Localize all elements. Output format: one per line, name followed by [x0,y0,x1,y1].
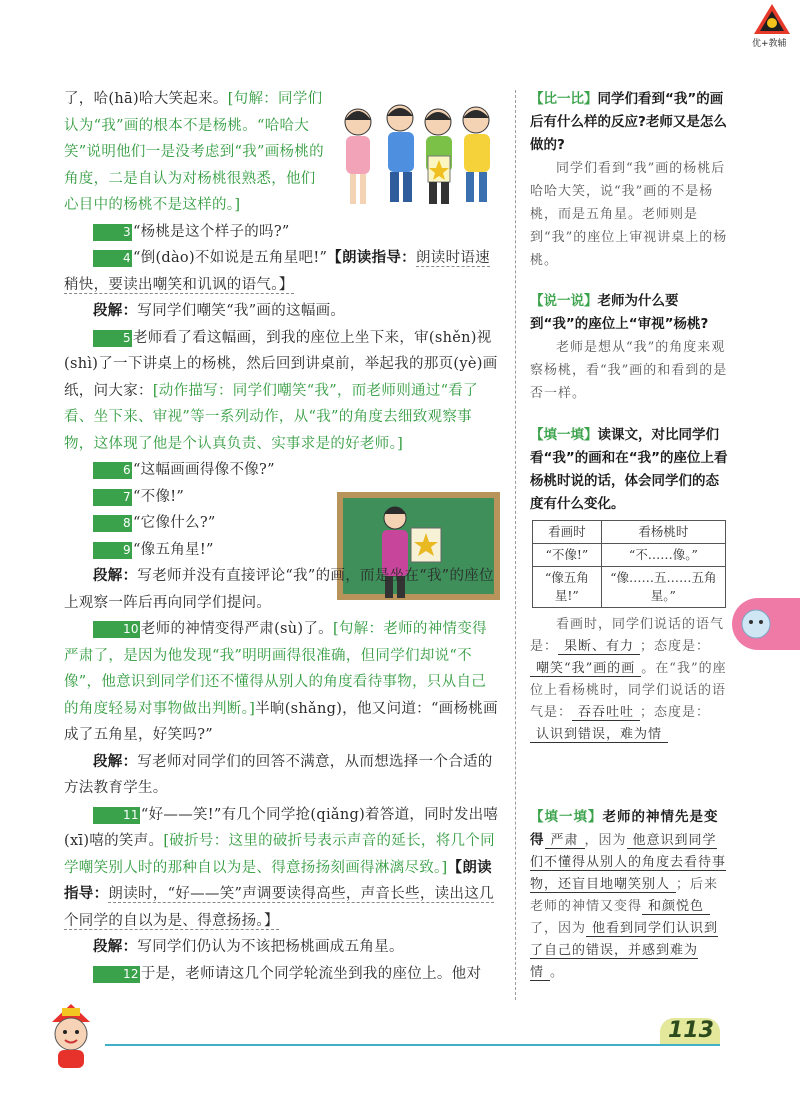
reading-guide-label: 【朗读指导： [64,858,492,902]
answer-text: 了，因为 [530,921,587,936]
paragraph-number: 7 [93,489,132,506]
publisher-logo [752,2,792,36]
segment-summary-label: 段解： [93,567,138,584]
blank-answer: 和颜悦色 [642,899,710,915]
answer-text: 。 [550,965,565,980]
paragraph-number: 3 [93,224,132,241]
answer-text: ；态度是： [640,705,711,720]
question-tag: 【说一说】 [530,293,598,309]
table-header: 看杨桃时 [601,521,725,544]
logo-text: 优+教辅 [752,39,787,49]
table-cell: “不像!” [533,544,602,567]
dialogue-line: “这幅画画得像不像?” [132,462,275,478]
question-tag: 【填一填】 [530,427,598,443]
question-text: 读课文，对比同学们看“我”的画和在“我”的座位上看杨桃时说的话，体会同学们的态度有什么变化。 [530,427,728,512]
paragraph-number: 6 [93,462,132,479]
segment-summary-label: 段解： [93,752,138,770]
sentence-analysis-note: [句解：老师的神情变得严肃了，是因为他发现“我”明明画得很准确，但同学们却说“不像”，他意识到同学们还不懂得从别人的角度看待事物，只从自己的角度轻易对事物做出判断。] [64,621,487,717]
reading-guide-note: 朗读时，“好——笑”声调要读得高些，声音长些，读出这几个同学的自以为是、得意扬扬。】 [64,886,494,929]
fill-in-answer [530,614,730,746]
mascot-character [38,1000,104,1070]
blank-answer: 他看到同学们认识到了自己的错误，并感到难为情 [530,921,719,980]
answer-text: 看画时，同学们说话的语气是： [530,617,725,654]
paragraph-number: 4 [93,250,132,267]
comparison-table [532,520,726,608]
dialogue-line: “像五角星!” [132,541,214,558]
question-text: 老师为什么要到“我”的座位上“审视”杨桃? [530,293,709,332]
fill-in-question-box-2 [530,806,730,984]
paragraph-number: 9 [93,542,132,559]
segment-summary-label: 段解： [93,302,138,319]
table-header: 看画时 [533,521,602,544]
blank-answer: 嘲笑“我”画的画 [530,661,641,677]
segment-summary: 写同学们仍认为不该把杨桃画成五角星。 [137,939,404,955]
answer-text: ，因为 [584,833,627,848]
column-divider [515,90,516,1000]
question-text: 同学们看到“我”的画后有什么样的反应?老师又是怎么做的? [530,91,727,153]
side-tab-decoration [732,598,800,650]
blank-answer: 认识到错误，难为情 [530,727,668,743]
fill-in-question-box-1 [530,424,730,746]
dialogue-line: “倒(dào)不如说是五角星吧!” [132,250,328,266]
paragraph-text: 半晌(shǎng)，他又问道：“画杨桃画成了五角星，好笑吗?” [64,700,498,743]
answer-text: 同学们看到“我”画的杨桃后哈哈大笑，说“我”画的不是杨桃，而是五角星。老师则是到“我”的座位上审视讲桌上的杨桃。 [530,161,728,268]
blank-answer: 果断、有力 [558,639,640,655]
segment-summary: 写老师对同学们的回答不满意，从而想选择一个合适的方法教育学生。 [64,753,493,796]
question-tag: 【比一比】 [530,91,598,107]
paragraph-text: 于是，老师请这几个同学轮流坐到我的座位上。他对 [140,965,482,982]
discuss-question-box [530,290,730,405]
answer-text: ；后来老师的神情又变得 [530,877,719,914]
paragraph-number: 10 [93,621,140,638]
segment-summary: 写老师并没有直接评论“我”的画，而是坐在“我”的座位上观察一阵后再向同学们提问。 [64,568,494,611]
paragraph-number: 8 [93,515,132,532]
question-text: 老师的神情先是变得 [530,809,719,848]
reading-guide-label: 【朗读指导： [327,249,416,266]
dash-usage-note: [破折号：这里的破折号表示声音的延长，将几个同学嘲笑别人时的那种自以为是、得意扬扬刻画得淋漓尽致。] [64,833,495,876]
answer-text: 老师是想从“我”的角度来观察杨桃，看“我”画的和看到的是否一样。 [530,340,728,401]
paragraph-text: 老师的神情变得严肃(sù)了。 [140,621,333,637]
paragraph-text: “好——笑!”有几个同学抢(qiǎng)着答道，同时发出嘻(xī)嘻的笑声。 [64,806,499,849]
paragraph-text: 老师看了看这幅画，到我的座位上坐下来，审(shěn)视(shì)了一下讲桌上的杨桃，然后回到讲桌前，举起我的那页(yè)画纸，问大家： [64,329,498,399]
action-description-note: [动作描写：同学们嘲笑“我”，而老师则通过“看了看、坐下来、审视”等一系列动作，从“我”的角度去细致观察事物，这体现了他是个认真负责、实事求是的好老师。] [64,382,478,452]
dialogue-line: “杨桃是这个样子的吗?” [132,223,290,240]
footer-rule [105,1044,720,1046]
table-cell: “像五角星!” [533,567,602,608]
paragraph-number: 11 [93,807,140,824]
dialogue-line: “不像!” [132,488,185,505]
paragraph-text: 了，哈(hā)哈大笑起来。 [64,91,228,107]
answer-text: ；态度是： [640,639,711,654]
compare-question-box [530,88,730,272]
paragraph-number: 12 [93,966,140,983]
table-cell: “像……五……五角星。” [601,567,725,608]
blank-answer: 严肃 [545,833,585,849]
segment-summary-label: 段解： [93,938,138,955]
main-text-column [64,86,500,987]
segment-summary: 写同学们嘲笑“我”画的这幅画。 [137,303,346,319]
page-number: 113 [668,1018,714,1043]
dialogue-line: “它像什么?” [132,515,216,531]
table-cell: “不……像。” [601,544,725,567]
paragraph-number: 5 [93,330,132,347]
reading-guide-note: 朗读时语速稍快，要读出嘲笑和讥讽的语气。】 [64,250,490,293]
answer-text: 。在“我”的座位上看杨桃时，同学们说话的语气是： [530,661,727,720]
blank-answer: 吞吞吐吐 [572,705,640,721]
sentence-analysis-note: [句解：同学们认为“我”画的根本不是杨桃。“哈哈大笑”说明他们一是没考虑到“我”画杨桃的角度，二是自认为对杨桃很熟悉，他们心目中的杨桃不是这样的。] [64,91,324,213]
blank-answer: 他意识到同学们不懂得从别人的角度去看待事物，还盲目地嘲笑别人 [530,833,727,892]
question-tag: 【填一填】 [530,809,603,825]
